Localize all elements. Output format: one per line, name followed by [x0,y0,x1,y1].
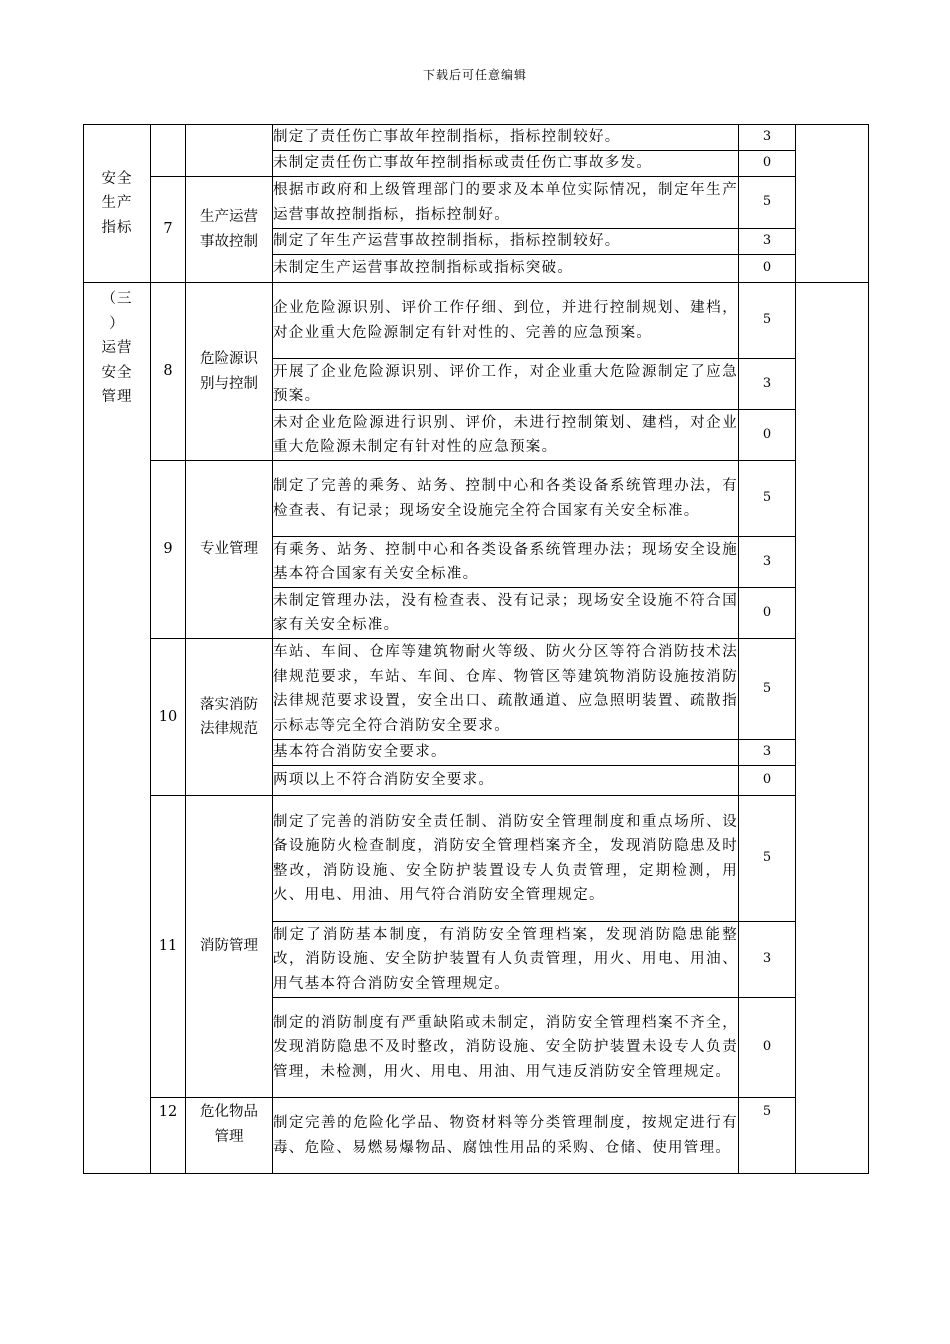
page-header: 下载后可任意编辑 [422,68,527,82]
criteria-cell: 制定完善的危险化学品、物资材料等分类管理制度，按规定进行有毒、危险、易燃易爆物品、腐蚀性用品的采购、仓储、使用管理。 [273,1098,739,1174]
criteria-cell: 制定了完善的乘务、站务、控制中心和各类设备系统管理办法，有检查表、有记录；现场安全设施完全符合国家有关安全标准。 [273,461,739,537]
criteria-cell: 车站、车间、仓库等建筑物耐火等级、防火分区等符合消防技术法律规范要求，车站、车间、仓库、物管区等建筑物消防设施按消防法律规范要求设置，安全出口、疏散通道、应急照明装置、疏散指示标志等完全符合消防安全要求。 [273,639,739,740]
criteria-cell: 基本符合消防安全要求。 [273,740,739,766]
criteria-cell: 有乘务、站务、控制中心和各类设备系统管理办法；现场安全设施基本符合国家有关安全标准。 [273,537,739,588]
score-cell: 0 [739,151,796,177]
score-cell: 3 [739,922,796,998]
score-cell: 5 [739,283,796,359]
remark-cell [796,283,869,1174]
item-number-cell: 8 [151,283,186,461]
score-cell: 3 [739,125,796,151]
score-cell: 0 [739,998,796,1098]
score-cell: 0 [739,255,796,283]
criteria-cell: 未制定责任伤亡事故年控制指标或责任伤亡事故多发。 [273,151,739,177]
item-name-cell: 危化物品 管理 [186,1098,273,1174]
criteria-cell: 制定了完善的消防安全责任制、消防安全管理制度和重点场所、设备设施防火检查制度，消防安全管理档案齐全，发现消防隐患及时整改，消防设施、安全防护装置设专人负责管理，定期检测，用火、用电、用油、用气符合消防安全管理规定。 [273,796,739,922]
criteria-cell: 企业危险源识别、评价工作仔细、到位，并进行控制规划、建档，对企业重大危险源制定有针对性的、完善的应急预案。 [273,283,739,359]
score-cell: 0 [739,410,796,461]
score-cell: 5 [739,1098,796,1174]
score-cell: 5 [739,461,796,537]
score-cell: 0 [739,588,796,639]
item-name-cell: 生产运营 事故控制 [186,177,273,283]
item-name-cell: 专业管理 [186,461,273,639]
criteria-cell: 开展了企业危险源识别、评价工作，对企业重大危险源制定了应急预案。 [273,359,739,410]
item-number-cell: 10 [151,639,186,796]
criteria-cell: 未制定管理办法，没有检查表、没有记录；现场安全设施不符合国家有关安全标准。 [273,588,739,639]
item-name-cell: 落实消防 法律规范 [186,639,273,796]
category-cell: 安全 生产 指标 [84,125,151,283]
criteria-cell: 未制定生产运营事故控制指标或指标突破。 [273,255,739,283]
evaluation-table [83,124,869,1174]
criteria-cell: 制定了责任伤亡事故年控制指标，指标控制较好。 [273,125,739,151]
criteria-cell: 制定了消防基本制度，有消防安全管理档案，发现消防隐患能整改，消防设施、安全防护装置有人负责管理，用火、用电、用油、用气基本符合消防安全管理规定。 [273,922,739,998]
score-cell: 3 [739,537,796,588]
score-cell: 3 [739,359,796,410]
criteria-cell: 未对企业危险源进行识别、评价，未进行控制策划、建档，对企业重大危险源未制定有针对性的应急预案。 [273,410,739,461]
criteria-cell: 制定了年生产运营事故控制指标，指标控制较好。 [273,229,739,255]
item-name-cell: 消防管理 [186,796,273,1098]
score-cell: 3 [739,229,796,255]
criteria-cell: 两项以上不符合消防安全要求。 [273,766,739,796]
item-name-cell [186,125,273,177]
criteria-cell: 制定的消防制度有严重缺陷或未制定，消防安全管理档案不齐全，发现消防隐患不及时整改，消防设施、安全防护装置未设专人负责管理，未检测，用火、用电、用油、用气违反消防安全管理规定。 [273,998,739,1098]
item-number-cell [151,125,186,177]
item-number-cell: 7 [151,177,186,283]
score-cell: 5 [739,639,796,740]
item-number-cell: 11 [151,796,186,1098]
item-number-cell: 9 [151,461,186,639]
score-cell: 5 [739,796,796,922]
score-cell: 0 [739,766,796,796]
item-number-cell: 12 [151,1098,186,1174]
criteria-cell: 根据市政府和上级管理部门的要求及本单位实际情况，制定年生产运营事故控制指标，指标控制好。 [273,177,739,229]
category-cell: （三 ） 运营 安全 管理 [84,283,151,1174]
score-cell: 5 [739,177,796,229]
score-cell: 3 [739,740,796,766]
remark-cell [796,125,869,283]
item-name-cell: 危险源识 别与控制 [186,283,273,461]
